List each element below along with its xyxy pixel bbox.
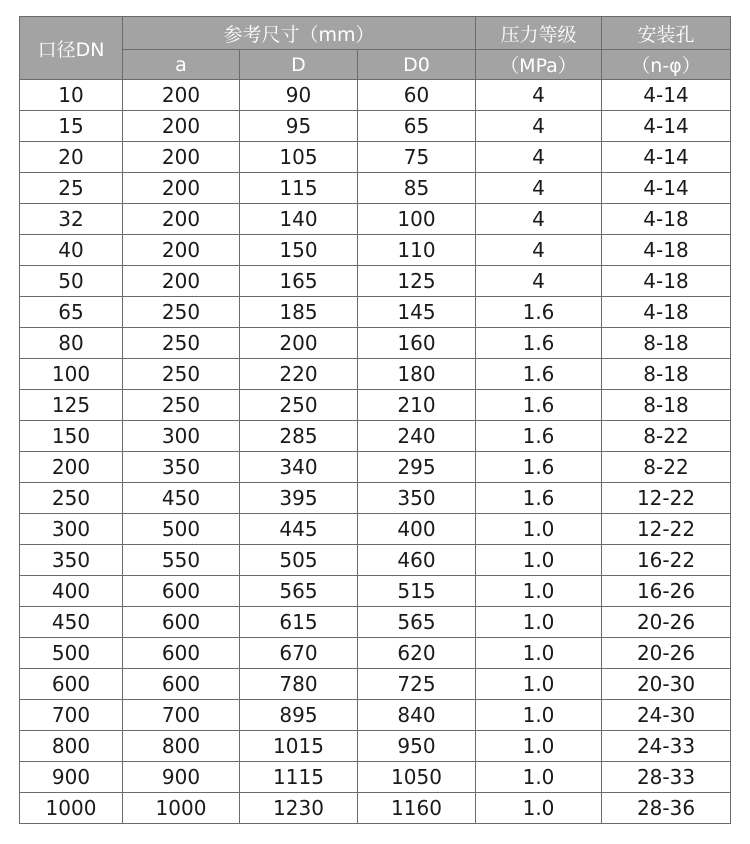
cell-a: 800 [123,731,240,762]
table-row [20,235,731,266]
cell-holes: 16-22 [602,545,731,576]
cell-pressure: 4 [476,266,602,297]
cell-pressure: 1.0 [476,793,602,824]
table-row [20,576,731,607]
cell-a: 900 [123,762,240,793]
cell-holes: 4-18 [602,235,731,266]
cell-d0: 950 [358,731,476,762]
cell-a: 200 [123,80,240,111]
cell-holes: 12-22 [602,514,731,545]
cell-d: 165 [240,266,358,297]
cell-holes: 4-14 [602,173,731,204]
table-row [20,514,731,545]
cell-a: 200 [123,266,240,297]
cell-dn: 400 [20,576,123,607]
cell-holes: 4-18 [602,297,731,328]
header-mounting-holes: 安装孔 [602,17,731,50]
cell-d: 105 [240,142,358,173]
cell-holes: 24-30 [602,700,731,731]
cell-d: 445 [240,514,358,545]
cell-holes: 24-33 [602,731,731,762]
cell-holes: 28-33 [602,762,731,793]
cell-d: 220 [240,359,358,390]
table-row [20,111,731,142]
cell-dn: 80 [20,328,123,359]
cell-pressure: 4 [476,204,602,235]
spec-table-container [19,16,731,824]
cell-dn: 40 [20,235,123,266]
cell-d0: 295 [358,452,476,483]
cell-pressure: 4 [476,142,602,173]
cell-d0: 145 [358,297,476,328]
cell-a: 600 [123,607,240,638]
cell-d: 115 [240,173,358,204]
table-row [20,762,731,793]
table-row [20,80,731,111]
cell-a: 500 [123,514,240,545]
header-pressure-unit: （MPa） [476,50,602,80]
cell-a: 350 [123,452,240,483]
cell-a: 200 [123,204,240,235]
cell-dn: 450 [20,607,123,638]
cell-d: 185 [240,297,358,328]
cell-dn: 100 [20,359,123,390]
cell-pressure: 1.6 [476,359,602,390]
cell-a: 250 [123,297,240,328]
cell-d: 340 [240,452,358,483]
cell-d: 250 [240,390,358,421]
cell-d: 505 [240,545,358,576]
cell-a: 250 [123,390,240,421]
cell-d0: 515 [358,576,476,607]
cell-a: 450 [123,483,240,514]
table-row [20,607,731,638]
cell-d: 1015 [240,731,358,762]
table-row [20,173,731,204]
cell-dn: 32 [20,204,123,235]
cell-pressure: 4 [476,80,602,111]
cell-d0: 350 [358,483,476,514]
table-row [20,669,731,700]
cell-holes: 8-18 [602,359,731,390]
cell-holes: 20-26 [602,638,731,669]
cell-dn: 500 [20,638,123,669]
cell-pressure: 4 [476,235,602,266]
header-pressure-rating: 压力等级 [476,17,602,50]
cell-dn: 25 [20,173,123,204]
cell-a: 600 [123,638,240,669]
table-row [20,142,731,173]
table-row [20,452,731,483]
cell-dn: 15 [20,111,123,142]
cell-dn: 10 [20,80,123,111]
cell-pressure: 1.0 [476,607,602,638]
cell-pressure: 1.0 [476,514,602,545]
cell-pressure: 1.6 [476,483,602,514]
cell-pressure: 1.0 [476,545,602,576]
cell-d0: 75 [358,142,476,173]
cell-holes: 16-26 [602,576,731,607]
cell-d: 200 [240,328,358,359]
cell-a: 200 [123,173,240,204]
cell-dn: 200 [20,452,123,483]
cell-a: 600 [123,669,240,700]
cell-d0: 65 [358,111,476,142]
cell-holes: 12-22 [602,483,731,514]
cell-holes: 8-18 [602,390,731,421]
cell-dn: 125 [20,390,123,421]
header-row-top [20,17,731,50]
table-row [20,266,731,297]
cell-d0: 125 [358,266,476,297]
cell-d: 895 [240,700,358,731]
cell-d0: 1050 [358,762,476,793]
cell-d: 670 [240,638,358,669]
cell-dn: 65 [20,297,123,328]
header-row-sub [20,50,731,80]
cell-holes: 20-30 [602,669,731,700]
cell-d0: 1160 [358,793,476,824]
cell-d0: 100 [358,204,476,235]
cell-dn: 800 [20,731,123,762]
cell-dn: 20 [20,142,123,173]
cell-d0: 180 [358,359,476,390]
cell-holes: 8-18 [602,328,731,359]
cell-d: 140 [240,204,358,235]
table-row [20,297,731,328]
table-row [20,483,731,514]
table-row [20,204,731,235]
cell-dn: 1000 [20,793,123,824]
cell-pressure: 1.0 [476,638,602,669]
cell-d0: 565 [358,607,476,638]
header-a: a [123,50,240,80]
cell-d0: 620 [358,638,476,669]
cell-a: 200 [123,111,240,142]
cell-pressure: 1.6 [476,390,602,421]
cell-d0: 840 [358,700,476,731]
table-row [20,731,731,762]
table-row [20,793,731,824]
cell-pressure: 1.6 [476,328,602,359]
cell-a: 200 [123,142,240,173]
cell-d: 95 [240,111,358,142]
header-d: D [240,50,358,80]
cell-dn: 900 [20,762,123,793]
cell-pressure: 1.0 [476,700,602,731]
header-d0: D0 [358,50,476,80]
cell-d: 395 [240,483,358,514]
header-holes-unit: （n-φ） [602,50,731,80]
table-row [20,359,731,390]
cell-holes: 8-22 [602,421,731,452]
table-row [20,700,731,731]
cell-a: 1000 [123,793,240,824]
cell-d0: 210 [358,390,476,421]
cell-a: 300 [123,421,240,452]
cell-d0: 400 [358,514,476,545]
cell-holes: 20-26 [602,607,731,638]
table-row [20,328,731,359]
cell-d0: 460 [358,545,476,576]
cell-d: 1230 [240,793,358,824]
cell-d: 150 [240,235,358,266]
cell-holes: 4-18 [602,204,731,235]
cell-a: 700 [123,700,240,731]
cell-a: 550 [123,545,240,576]
cell-a: 600 [123,576,240,607]
cell-holes: 4-14 [602,111,731,142]
cell-dn: 700 [20,700,123,731]
cell-d: 90 [240,80,358,111]
cell-d0: 160 [358,328,476,359]
cell-dn: 150 [20,421,123,452]
cell-holes: 4-14 [602,142,731,173]
cell-pressure: 1.0 [476,576,602,607]
cell-pressure: 1.6 [476,421,602,452]
cell-dn: 350 [20,545,123,576]
cell-d: 1115 [240,762,358,793]
cell-a: 250 [123,359,240,390]
cell-d: 615 [240,607,358,638]
cell-pressure: 1.0 [476,762,602,793]
table-row [20,638,731,669]
cell-dn: 250 [20,483,123,514]
cell-a: 200 [123,235,240,266]
cell-d0: 110 [358,235,476,266]
table-row [20,421,731,452]
cell-d: 780 [240,669,358,700]
cell-pressure: 1.0 [476,669,602,700]
cell-d0: 725 [358,669,476,700]
cell-pressure: 4 [476,111,602,142]
cell-holes: 8-22 [602,452,731,483]
table-row [20,390,731,421]
table-body [20,80,731,824]
cell-dn: 300 [20,514,123,545]
header-reference-dimensions: 参考尺寸（mm） [123,17,476,50]
cell-holes: 4-14 [602,80,731,111]
cell-d: 285 [240,421,358,452]
cell-holes: 4-18 [602,266,731,297]
cell-dn: 50 [20,266,123,297]
cell-a: 250 [123,328,240,359]
cell-pressure: 1.6 [476,297,602,328]
cell-d: 565 [240,576,358,607]
dimension-spec-table [19,16,731,824]
table-header [20,17,731,80]
header-dn: 口径DN [20,17,123,80]
cell-pressure: 1.0 [476,731,602,762]
table-row [20,545,731,576]
cell-d0: 60 [358,80,476,111]
cell-holes: 28-36 [602,793,731,824]
cell-d0: 85 [358,173,476,204]
cell-dn: 600 [20,669,123,700]
cell-pressure: 1.6 [476,452,602,483]
cell-pressure: 4 [476,173,602,204]
cell-d0: 240 [358,421,476,452]
